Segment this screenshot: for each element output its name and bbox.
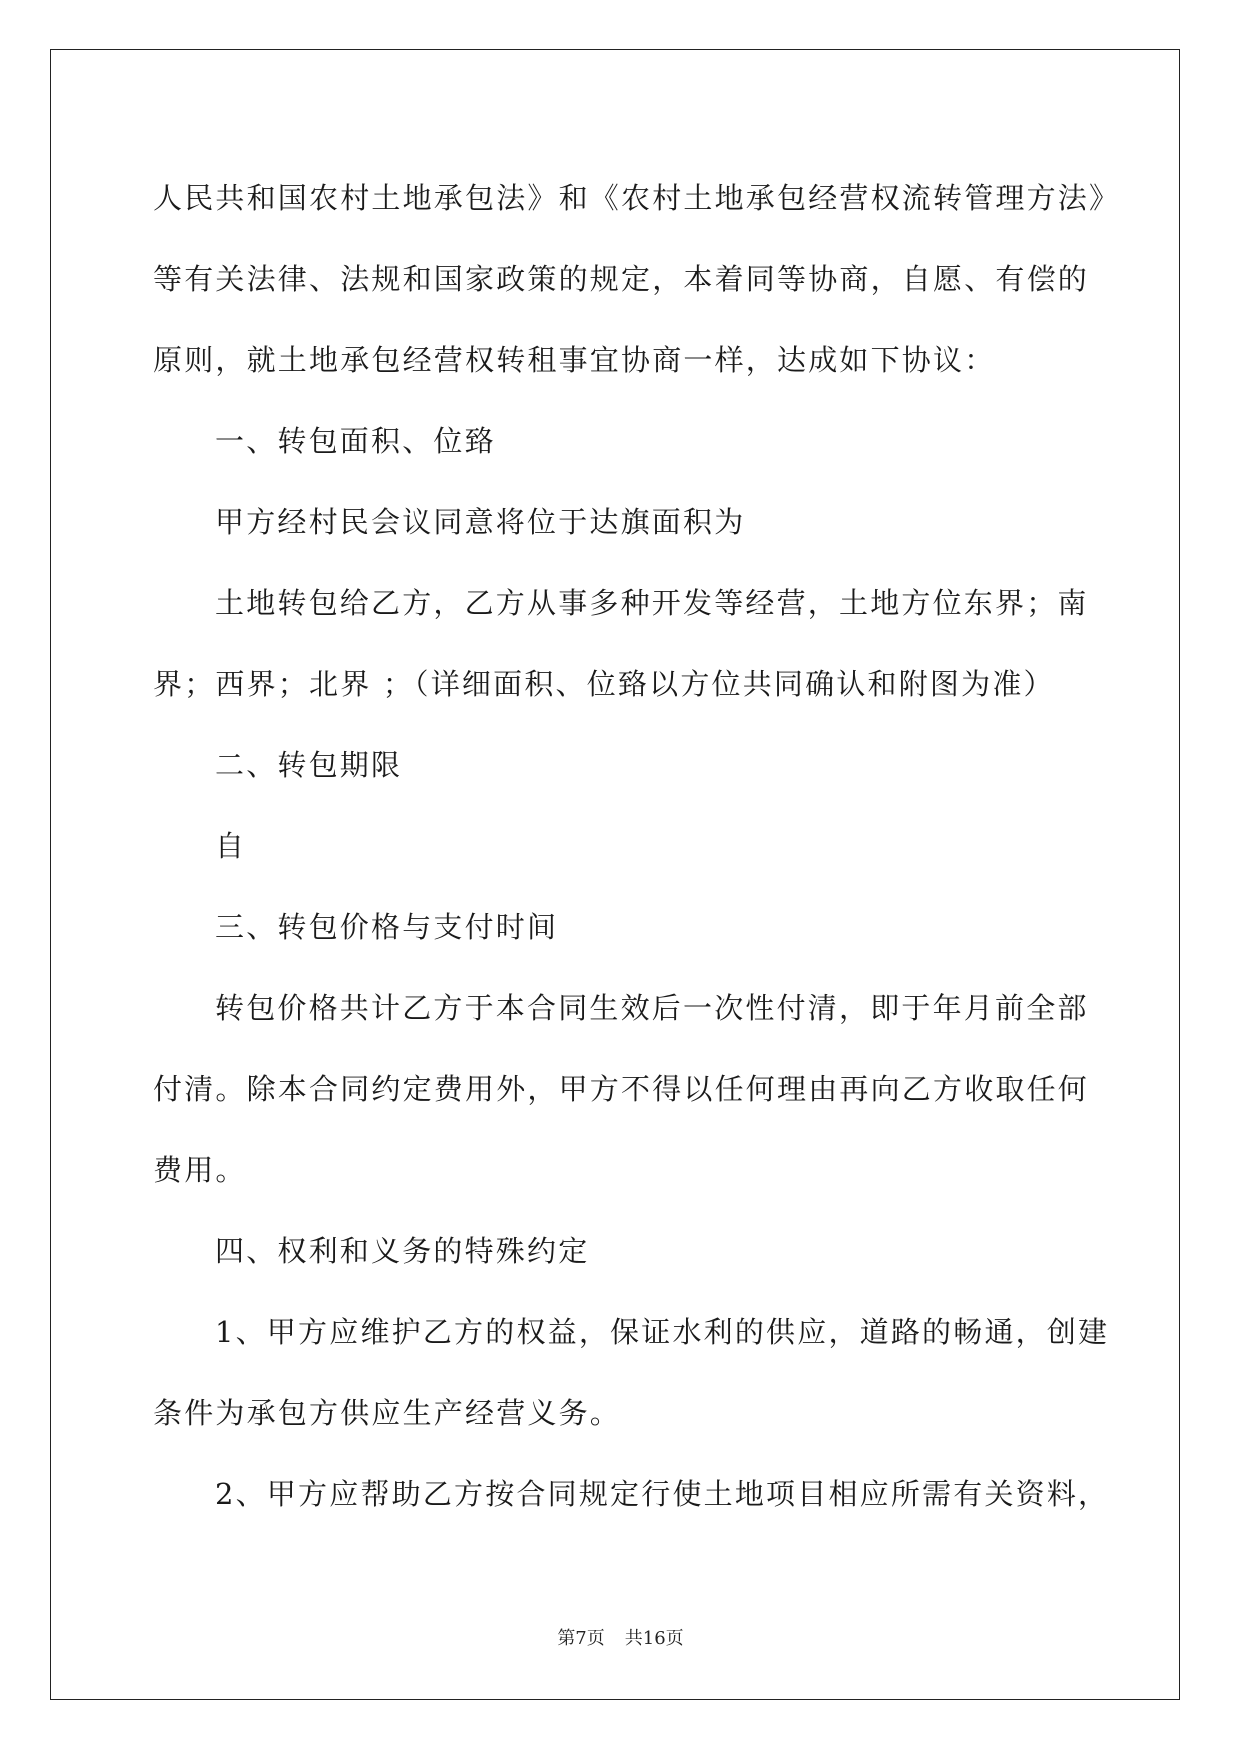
section-heading-1: 一、转包面积、位臵: [215, 424, 496, 458]
text-line-15: 1、甲方应维护乙方的权益，保证水利的供应，道路的畅通，创建: [215, 1315, 1110, 1349]
text-line-11: 转包价格共计乙方于本合同生效后一次性付清，即于年月前全部: [215, 991, 1089, 1025]
text-line-2: 等有关法律、法规和国家政策的规定，本着同等协商，自愿、有偿的: [153, 262, 1090, 296]
text-line-3: 原则，就土地承包经营权转租事宜协商一样，达成如下协议：: [153, 343, 996, 377]
section-heading-4: 四、权利和义务的特殊约定: [215, 1234, 590, 1268]
section-heading-2: 二、转包期限: [215, 748, 403, 782]
text-line-6: 土地转包给乙方，乙方从事多种开发等经营，土地方位东界；南: [215, 586, 1089, 620]
text-line-17: 2、甲方应帮助乙方按合同规定行使土地项目相应所需有关资料，: [215, 1477, 1110, 1511]
page-footer: [0, 1624, 1241, 1650]
text-line-16: 条件为承包方供应生产经营义务。: [153, 1396, 622, 1430]
document-body: [153, 158, 1121, 1535]
page-number-current: 第7页: [557, 1628, 605, 1649]
section-heading-3: 三、转包价格与支付时间: [215, 910, 559, 944]
text-line-13: 费用。: [153, 1153, 247, 1187]
text-line-9: 自: [215, 829, 247, 863]
text-line-12: 付清。除本合同约定费用外，甲方不得以任何理由再向乙方收取任何: [153, 1072, 1090, 1106]
page-number-total: 共16页: [624, 1628, 684, 1649]
text-line-5: 甲方经村民会议同意将位于达旗面积为: [215, 505, 746, 539]
text-line-7: 界；西界；北界 ；（详细面积、位臵以方位共同确认和附图为准）: [153, 667, 1055, 701]
text-line-1: 人民共和国农村土地承包法》和《农村土地承包经营权流转管理方法》: [153, 181, 1121, 215]
